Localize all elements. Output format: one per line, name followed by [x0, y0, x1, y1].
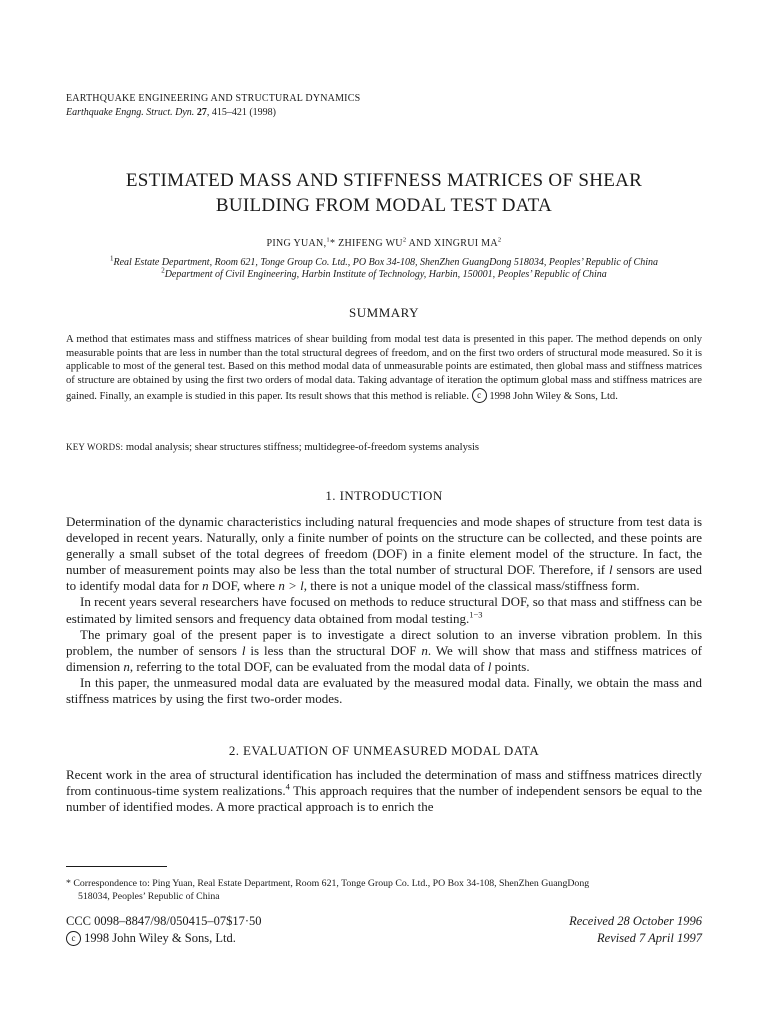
affiliation-1-text: Real Estate Department, Room 621, Tonge Group Co. Ltd., PO Box 34-108, ShenZhen GuangDong 518034, Peoples’ Republic of China: [113, 257, 658, 268]
section-1-body: [66, 514, 702, 707]
math-n-gt-l: n > l: [278, 578, 304, 594]
section-2-paragraph-1: [66, 767, 702, 815]
intro-paragraph-3: [66, 627, 702, 675]
article-title: [66, 168, 702, 218]
received-date: Received 28 October 1996: [569, 914, 702, 928]
text-run: Recent work in the area of structural identification has included the determination of mass and stiffness matrices directly from continuous-time system realizations.: [66, 767, 702, 799]
section-2-heading: 2. EVALUATION OF UNMEASURED MODAL DATA: [228, 743, 540, 758]
publication-info: [66, 913, 262, 947]
summary-body: A method that estimates mass and stiffness matrices of shear building from modal test data is presented in this paper. The method depends on only measurable points that are less in number than the total structural degrees of freedom, and on the first two orders of structural mode measured. So it is applicable to most of the general test. Based on this method modal data of unmeasurable points are estimated, then global mass and stiffness matrices of structure are obtained by using the first two orders of modal data. Taking advantage of iteration the optimum global mass and stiffness matrices are gained. Finally, an example is studied in this paper. Its result shows that this method is reliable.: [66, 334, 702, 402]
text-run: is less than the structural DOF: [245, 642, 422, 658]
title-line-2: BUILDING FROM MODAL TEST DATA: [215, 195, 553, 216]
affiliation-1-num: 1: [110, 254, 114, 263]
copyright-text: 1998 John Wiley & Sons, Ltd.: [84, 931, 236, 945]
summary-text: [66, 333, 702, 404]
affiliation-2-num: 2: [161, 266, 165, 275]
summary-heading: SUMMARY: [349, 305, 419, 320]
journal-pages: , 415–421 (1998): [206, 107, 276, 118]
text-run: The primary goal of the present paper is to investigate a direct solution to an inverse vibration problem. In this problem, the number of sensors: [66, 626, 702, 658]
math-l: l: [608, 562, 613, 578]
footnote-divider: [66, 866, 167, 867]
footnote-line-2: 518034, Peoples’ Republic of China: [78, 891, 220, 902]
author-2-affil: 2: [402, 236, 407, 244]
publisher-copyright: [66, 930, 262, 947]
math-l: l: [487, 658, 492, 674]
footnote-text: Correspondence to: Ping Yuan, Real Estate Department, Room 621, Tonge Group Co. Ltd., PO Box 34-108, ShenZhen GuangDong: [73, 878, 590, 889]
math-n: n: [123, 658, 130, 674]
keywords-label: KEY WORDS:: [66, 442, 124, 452]
title-line-1: ESTIMATED MASS AND STIFFNESS MATRICES OF SHEAR: [125, 170, 643, 191]
text-run: Determination of the dynamic characteristics including natural frequencies and mode shapes of structure from test data is developed in recent years. Naturally, only a finite number of points on the structure can be collected, and these points are generally a small subset of the total degrees of freedom (DOF) in a finite element model of the structure. In fact, the number of measurement points may also be less than the total number of structural DOF. Therefore, if: [66, 514, 702, 578]
citation-ref: 1−3: [469, 609, 483, 620]
affiliation-2-text: Department of Civil Engineering, Harbin Institute of Technology, Harbin, 150001, Peoples’ Republic of China: [164, 269, 607, 280]
citation-ref: 4: [285, 781, 290, 792]
affiliation-2: [66, 268, 702, 281]
text-run: . We will show that mass and stiffness matrices of dimension: [66, 642, 702, 674]
footnote-line-1: [66, 877, 702, 890]
author-list: [66, 238, 702, 249]
journal-abbrev: Earthquake Engng. Struct. Dyn.: [66, 107, 195, 118]
intro-paragraph-2: [66, 594, 702, 626]
text-run: DOF, where: [208, 578, 279, 594]
keywords: [66, 442, 702, 453]
author-1-affil: 1: [326, 236, 330, 244]
text-run: , referring to the total DOF, can be evaluated from the modal data of: [129, 658, 488, 674]
text-run: This approach requires that the number of independent sensors be equal to the number of identified modes. A more practical approach is to enrich the: [66, 783, 702, 815]
copyright-icon: c: [66, 931, 81, 946]
journal-citation: [66, 106, 360, 120]
text-run: In recent years several researchers have focused on methods to reduce structural DOF, so that mass and stiffness can be estimated by limited sensors and frequency data obtained from modal testing.: [66, 594, 702, 626]
text-run: sensors are used to identify modal data for: [66, 562, 702, 594]
author-3-affil: 2: [497, 236, 502, 244]
keywords-text: modal analysis; shear structures stiffness; multidegree-of-freedom systems analysis: [125, 442, 480, 453]
author-3: XINGRUI MA: [434, 238, 498, 249]
text-run: points.: [491, 658, 530, 674]
copyright-icon: c: [472, 388, 487, 403]
math-n: n: [421, 642, 428, 658]
journal-volume: 27: [196, 107, 207, 118]
footnote-mark: *: [66, 878, 71, 889]
author-conj: AND: [408, 238, 432, 249]
author-1: PING YUAN,: [266, 238, 327, 249]
math-n: n: [202, 578, 209, 594]
intro-paragraph-1: [66, 514, 702, 594]
ccc-code: CCC 0098–8847/98/050415–07$17·50: [66, 914, 262, 928]
section-2-body: [66, 767, 702, 815]
correspondence-footnote: [66, 877, 702, 903]
revised-date: Revised 7 April 1997: [597, 931, 702, 945]
intro-paragraph-4: In this paper, the unmeasured modal data are evaluated by the measured modal data. Finally, we obtain the mass and stiffness matrices by using the first two-order modes.: [66, 674, 702, 707]
author-2: ZHIFENG WU: [338, 238, 403, 249]
section-1-heading: 1. INTRODUCTION: [325, 488, 443, 503]
author-1-mark: *: [329, 238, 336, 249]
journal-name: EARTHQUAKE ENGINEERING AND STRUCTURAL DYNAMICS: [66, 93, 361, 104]
submission-dates: [569, 913, 702, 947]
math-l: l: [241, 642, 246, 658]
summary-copyright: 1998 John Wiley & Sons, Ltd.: [489, 390, 618, 402]
text-run: , there is not a unique model of the classical mass/stiffness form.: [303, 578, 640, 594]
journal-header: [66, 92, 360, 120]
